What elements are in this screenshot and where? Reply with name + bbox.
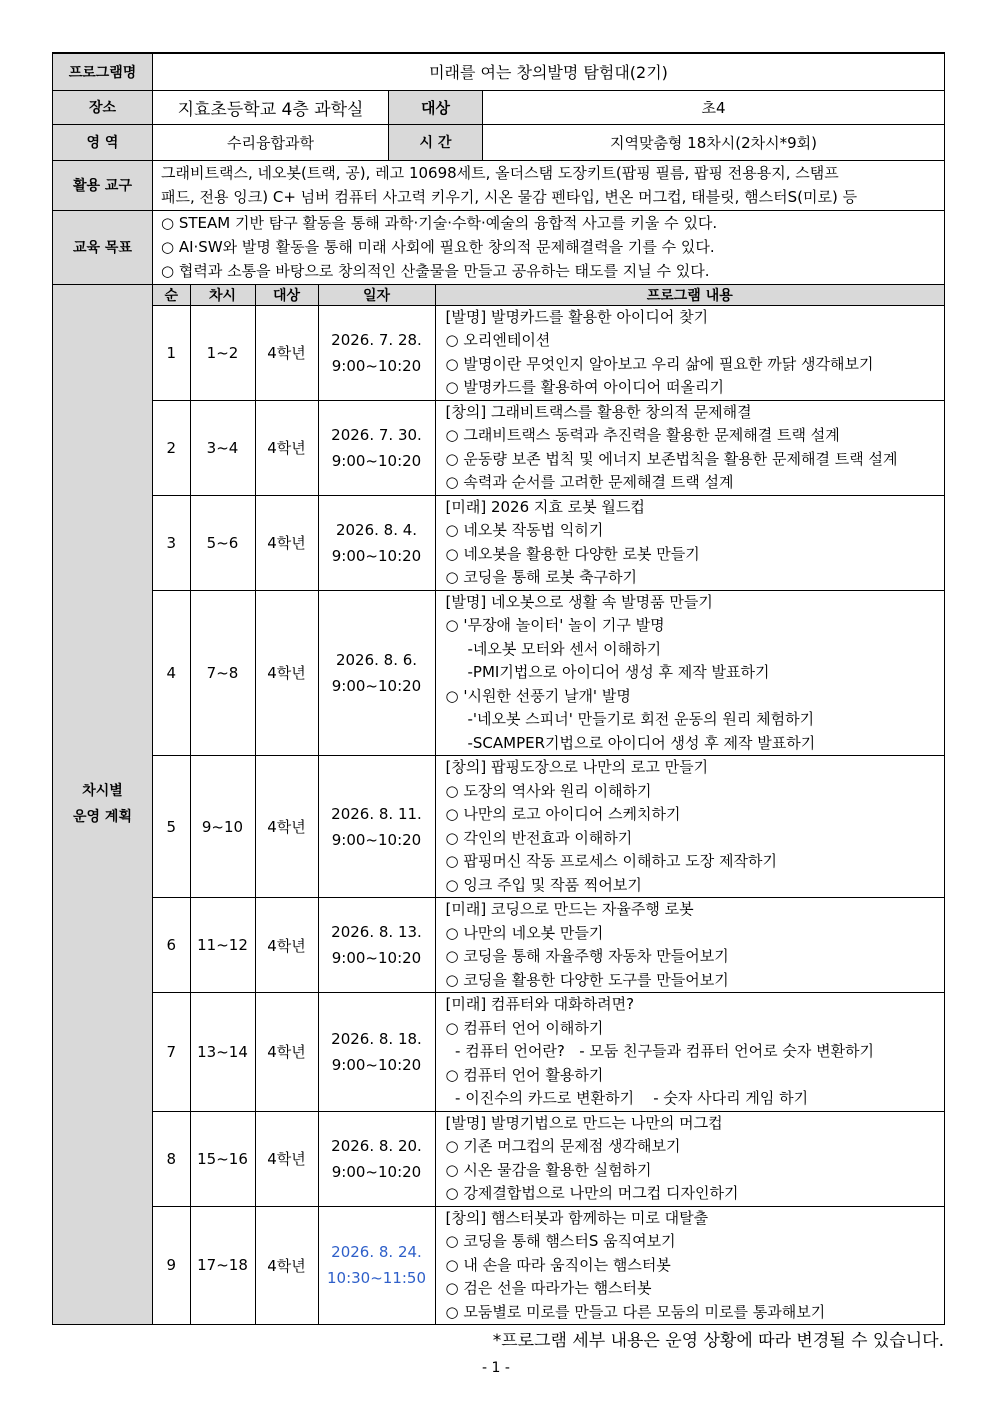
content-line: [발명] 네오봇으로 생활 속 발명품 만들기 bbox=[445, 592, 713, 611]
row-content bbox=[435, 495, 944, 590]
row-date bbox=[318, 898, 435, 993]
row-no: 2 bbox=[153, 400, 190, 495]
row-date-time: 9:00~10:20 bbox=[331, 1055, 422, 1074]
row-target: 4학년 bbox=[255, 898, 318, 993]
row-date-day: 2026. 8. 6. bbox=[335, 650, 418, 669]
content-line: -'네오봇 스피너' 만들기로 회전 운동의 원리 체험하기 bbox=[467, 710, 815, 728]
row-date-time: 9:00~10:20 bbox=[331, 451, 422, 470]
table-row bbox=[153, 756, 944, 898]
content-line: ○ 모둠별로 미로를 만들고 다른 모둠의 미로를 통과해보기 bbox=[445, 1302, 826, 1321]
row-no: 3 bbox=[153, 495, 190, 590]
row-date-time: 9:00~10:20 bbox=[331, 546, 422, 565]
row-target: 4학년 bbox=[255, 756, 318, 898]
row-content bbox=[435, 400, 944, 495]
row-date-day: 2026. 8. 4. bbox=[335, 520, 418, 539]
content-line: ○ 네오봇 작동법 익히기 bbox=[445, 521, 604, 539]
content-line: ○ 코딩을 통해 햄스터S 움직여보기 bbox=[445, 1232, 676, 1250]
row-target: 4학년 bbox=[255, 305, 318, 400]
row-period: 9~10 bbox=[190, 756, 255, 898]
program-name-value: 미래를 여는 창의발명 탐험대(2기) bbox=[153, 53, 945, 90]
goal-item: ○ 협력과 소통을 바탕으로 창의적인 산출물을 만들고 공유하는 태도를 지닐 수 있다. bbox=[161, 262, 710, 280]
row-date bbox=[318, 590, 435, 756]
row-no: 8 bbox=[153, 1111, 190, 1206]
row-period: 3~4 bbox=[190, 400, 255, 495]
content-line: ○ 네오봇을 활용한 다양한 로봇 만들기 bbox=[445, 544, 700, 563]
content-line: [창의] 팝핑도장으로 나만의 로고 만들기 bbox=[445, 758, 709, 776]
content-line: [미래] 컴퓨터와 대화하려면? bbox=[445, 995, 635, 1013]
footnote: *프로그램 세부 내용은 운영 상황에 따라 변경될 수 있습니다. bbox=[492, 1331, 944, 1351]
row-date bbox=[318, 993, 435, 1112]
row-date-highlighted bbox=[318, 1206, 435, 1324]
content-line: [미래] 2026 지효 로봇 월드컵 bbox=[445, 497, 645, 516]
time-value: 지역맞춤형 18차시(2차시*9회) bbox=[483, 124, 945, 160]
col-header-target: 대상 bbox=[255, 285, 318, 306]
content-line: ○ 코딩을 활용한 다양한 도구를 만들어보기 bbox=[445, 970, 729, 989]
table-row bbox=[153, 305, 944, 400]
content-line: ○ '무장애 놀이터' 놀이 기구 발명 bbox=[445, 616, 665, 634]
row-period: 13~14 bbox=[190, 993, 255, 1112]
row-period: 7~8 bbox=[190, 590, 255, 756]
table-row bbox=[153, 400, 944, 495]
row-content bbox=[435, 993, 944, 1112]
area-label: 영 역 bbox=[53, 124, 153, 160]
row-no: 4 bbox=[153, 590, 190, 756]
content-line: -PMI기법으로 아이디어 생성 후 제작 발표하기 bbox=[467, 663, 770, 681]
content-line: ○ 시온 물감을 활용한 실험하기 bbox=[445, 1160, 652, 1179]
schedule-table bbox=[153, 285, 944, 1325]
row-date bbox=[318, 305, 435, 400]
tools-line: 그래비트랙스, 네오봇(트랙, 공), 레고 10698세트, 올더스탬 도장키트(팝핑 필름, 팝핑 전용용지, 스탬프 bbox=[161, 164, 839, 182]
plan-label bbox=[53, 284, 153, 1325]
table-row bbox=[153, 590, 944, 756]
content-line: ○ 운동량 보존 법칙 및 에너지 보존법칙을 활용한 문제해결 트랙 설계 bbox=[445, 449, 898, 468]
content-line: ○ 코딩을 통해 자율주행 자동차 만들어보기 bbox=[445, 947, 729, 965]
content-line: ○ 나만의 네오봇 만들기 bbox=[445, 923, 604, 942]
content-line: [창의] 그래비트랙스를 활용한 창의적 문제해결 bbox=[445, 402, 752, 421]
content-line: - 이진수의 카드로 변환하기 - 숫자 사다리 게임 하기 bbox=[445, 1089, 809, 1107]
content-line: ○ 컴퓨터 언어 활용하기 bbox=[445, 1065, 604, 1084]
program-info-table bbox=[52, 52, 945, 1325]
col-header-no: 순 bbox=[153, 285, 190, 306]
row-date-day: 2026. 7. 28. bbox=[331, 330, 422, 349]
row-date-day: 2026. 8. 24. bbox=[331, 1243, 422, 1262]
place-value: 지효초등학교 4층 과학실 bbox=[153, 90, 389, 124]
col-header-content: 프로그램 내용 bbox=[435, 285, 944, 306]
content-line: ○ 그래비트랙스 동력과 추진력을 활용한 문제해결 트랙 설계 bbox=[445, 426, 840, 444]
content-line: ○ 잉크 주입 및 작품 찍어보기 bbox=[445, 875, 642, 894]
content-line: ○ 내 손을 따라 움직이는 햄스터봇 bbox=[445, 1255, 671, 1274]
row-period: 17~18 bbox=[190, 1206, 255, 1324]
row-no: 9 bbox=[153, 1206, 190, 1324]
content-line: [발명] 발명카드를 활용한 아이디어 찾기 bbox=[445, 307, 709, 326]
row-date-time: 9:00~10:20 bbox=[331, 1162, 422, 1181]
target-label: 대상 bbox=[389, 90, 483, 124]
row-period: 15~16 bbox=[190, 1111, 255, 1206]
content-line: ○ 속력과 순서를 고려한 문제해결 트랙 설계 bbox=[445, 473, 734, 491]
row-no: 7 bbox=[153, 993, 190, 1112]
row-period: 5~6 bbox=[190, 495, 255, 590]
time-label: 시 간 bbox=[389, 124, 483, 160]
row-date-day: 2026. 8. 11. bbox=[331, 804, 422, 823]
goal-item: ○ STEAM 기반 탐구 활동을 통해 과학·기술·수학·예술의 융합적 사고를 키울 수 있다. bbox=[161, 214, 718, 232]
row-no: 6 bbox=[153, 898, 190, 993]
tools-value bbox=[153, 160, 945, 210]
content-line: ○ 팝핑머신 작동 프로세스 이해하고 도장 제작하기 bbox=[445, 852, 777, 870]
content-line: [발명] 발명기법으로 만드는 나만의 머그컵 bbox=[445, 1113, 723, 1132]
content-line: ○ 코딩을 통해 로봇 축구하기 bbox=[445, 568, 638, 586]
row-no: 1 bbox=[153, 305, 190, 400]
tools-line: 패드, 전용 잉크) C+ 넘버 컴퓨터 사고력 키우기, 시온 물감 펜타입, 변온 머그컵, 태블릿, 햄스터S(미로) 등 bbox=[161, 188, 858, 206]
row-date bbox=[318, 756, 435, 898]
row-date-day: 2026. 8. 18. bbox=[331, 1029, 422, 1048]
table-row bbox=[153, 1111, 944, 1206]
row-target: 4학년 bbox=[255, 1206, 318, 1324]
row-target: 4학년 bbox=[255, 993, 318, 1112]
row-target: 4학년 bbox=[255, 1111, 318, 1206]
content-line: ○ 강제결합법으로 나만의 머그컵 디자인하기 bbox=[445, 1184, 739, 1202]
row-date-time: 9:00~10:20 bbox=[331, 949, 422, 967]
row-date-time: 10:30~11:50 bbox=[326, 1269, 427, 1288]
col-header-period: 차시 bbox=[190, 285, 255, 306]
content-line: ○ 검은 선을 따라가는 햄스터봇 bbox=[445, 1279, 652, 1297]
content-line: ○ 컴퓨터 언어 이해하기 bbox=[445, 1018, 604, 1037]
target-value: 초4 bbox=[483, 90, 945, 124]
plan-label-line-2: 운영 계획 bbox=[73, 809, 132, 826]
content-line: ○ 나만의 로고 아이디어 스케치하기 bbox=[445, 805, 681, 823]
goals-label: 교육 목표 bbox=[53, 210, 153, 284]
row-content bbox=[435, 898, 944, 993]
row-target: 4학년 bbox=[255, 590, 318, 756]
row-content bbox=[435, 590, 944, 756]
content-line: - 컴퓨터 언어란? - 모둠 친구들과 컴퓨터 언어로 숫자 변환하기 bbox=[445, 1042, 875, 1060]
table-row bbox=[153, 495, 944, 590]
row-target: 4학년 bbox=[255, 495, 318, 590]
content-line: [창의] 햄스터봇과 함께하는 미로 대탈출 bbox=[445, 1208, 709, 1227]
content-line: ○ 오리엔테이션 bbox=[445, 331, 551, 349]
table-row bbox=[153, 993, 944, 1112]
plan-label-line-1: 차시별 bbox=[82, 783, 123, 800]
schedule-container bbox=[153, 284, 945, 1325]
table-row bbox=[153, 1206, 944, 1324]
tools-label: 활용 교구 bbox=[53, 160, 153, 210]
page-number: - 1 - bbox=[482, 1360, 510, 1376]
content-line: -네오봇 모터와 센서 이해하기 bbox=[467, 639, 662, 658]
area-value: 수리융합과학 bbox=[153, 124, 389, 160]
row-period: 1~2 bbox=[190, 305, 255, 400]
row-period: 11~12 bbox=[190, 898, 255, 993]
row-date-day: 2026. 7. 30. bbox=[331, 425, 422, 444]
row-date-time: 9:00~10:20 bbox=[331, 356, 422, 375]
row-date-time: 9:00~10:20 bbox=[331, 830, 422, 849]
row-no: 5 bbox=[153, 756, 190, 898]
row-date-time: 9:00~10:20 bbox=[331, 676, 422, 695]
row-content bbox=[435, 305, 944, 400]
row-date bbox=[318, 495, 435, 590]
goals-value bbox=[153, 210, 945, 284]
program-plan-document bbox=[52, 52, 944, 1325]
row-content bbox=[435, 1206, 944, 1324]
table-row bbox=[153, 898, 944, 993]
row-date bbox=[318, 400, 435, 495]
row-target: 4학년 bbox=[255, 400, 318, 495]
col-header-date: 일자 bbox=[318, 285, 435, 306]
program-name-label: 프로그램명 bbox=[53, 53, 153, 90]
content-line: -SCAMPER기법으로 아이디어 생성 후 제작 발표하기 bbox=[467, 733, 816, 752]
row-date-day: 2026. 8. 13. bbox=[331, 923, 422, 941]
row-content bbox=[435, 1111, 944, 1206]
goal-item: ○ AI·SW와 발명 활동을 통해 미래 사회에 필요한 창의적 문제해결력을 기를 수 있다. bbox=[161, 238, 715, 256]
content-line: ○ 도장의 역사와 원리 이해하기 bbox=[445, 781, 652, 800]
content-line: ○ 발명카드를 활용하여 아이디어 떠올리기 bbox=[445, 378, 724, 396]
row-content bbox=[435, 756, 944, 898]
row-date bbox=[318, 1111, 435, 1206]
content-line: ○ 각인의 반전효과 이해하기 bbox=[445, 828, 633, 847]
content-line: [미래] 코딩으로 만드는 자율주행 로봇 bbox=[445, 900, 694, 918]
content-line: ○ '시원한 선풍기 날개' 발명 bbox=[445, 686, 631, 705]
content-line: ○ 발명이란 무엇인지 알아보고 우리 삶에 필요한 까닭 생각해보기 bbox=[445, 354, 874, 373]
row-date-day: 2026. 8. 20. bbox=[331, 1136, 422, 1155]
content-line: ○ 기존 머그컵의 문제점 생각해보기 bbox=[445, 1137, 681, 1155]
place-label: 장소 bbox=[53, 90, 153, 124]
